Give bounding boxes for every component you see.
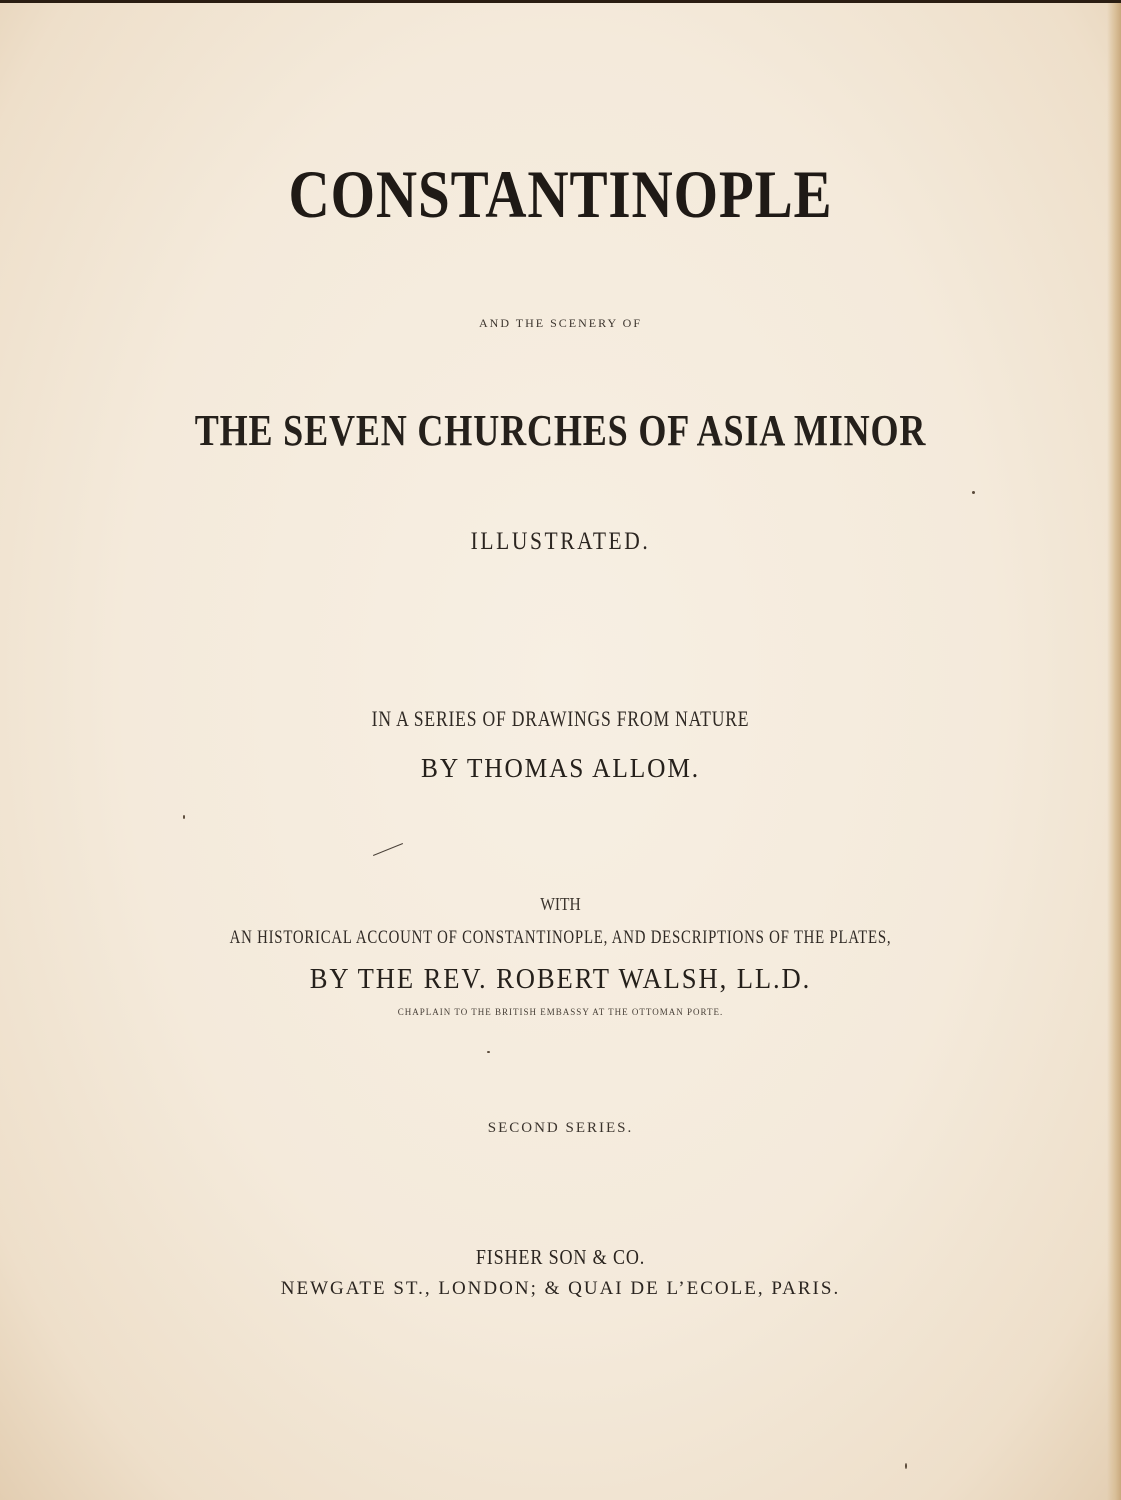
drawings-line: IN A SERIES OF DRAWINGS FROM NATURE — [371, 706, 750, 731]
subtitle-intro: AND THE SCENERY OF — [478, 316, 642, 330]
editor-credential: CHAPLAIN TO THE BRITISH EMBASSY AT THE OTTOMAN PORTE. — [397, 1007, 724, 1017]
with-label: WITH — [540, 894, 581, 914]
illustrated-label: ILLUSTRATED. — [470, 528, 651, 555]
subtitle-main: THE SEVEN CHURCHES OF ASIA MINOR — [194, 406, 927, 455]
historical-account-line: AN HISTORICAL ACCOUNT OF CONSTANTINOPLE, AND DESCRIPTIONS OF THE PLATES, — [229, 927, 892, 948]
ink-stroke-mark — [373, 843, 403, 856]
publisher-address: NEWGATE ST., LONDON; & QUAI DE L’ECOLE, PARIS. — [280, 1278, 841, 1299]
paper-speck — [487, 1051, 490, 1053]
book-title: CONSTANTINOPLE — [288, 156, 833, 232]
author-line: BY THOMAS ALLOM. — [421, 753, 700, 783]
publisher-name: FISHER SON & CO. — [475, 1245, 646, 1269]
paper-speck — [905, 1463, 907, 1469]
edition-label: SECOND SERIES. — [487, 1120, 634, 1136]
paper-speck — [183, 815, 185, 819]
paper-speck — [972, 491, 975, 494]
editor-line: BY THE REV. ROBERT WALSH, LL.D. — [309, 964, 812, 995]
